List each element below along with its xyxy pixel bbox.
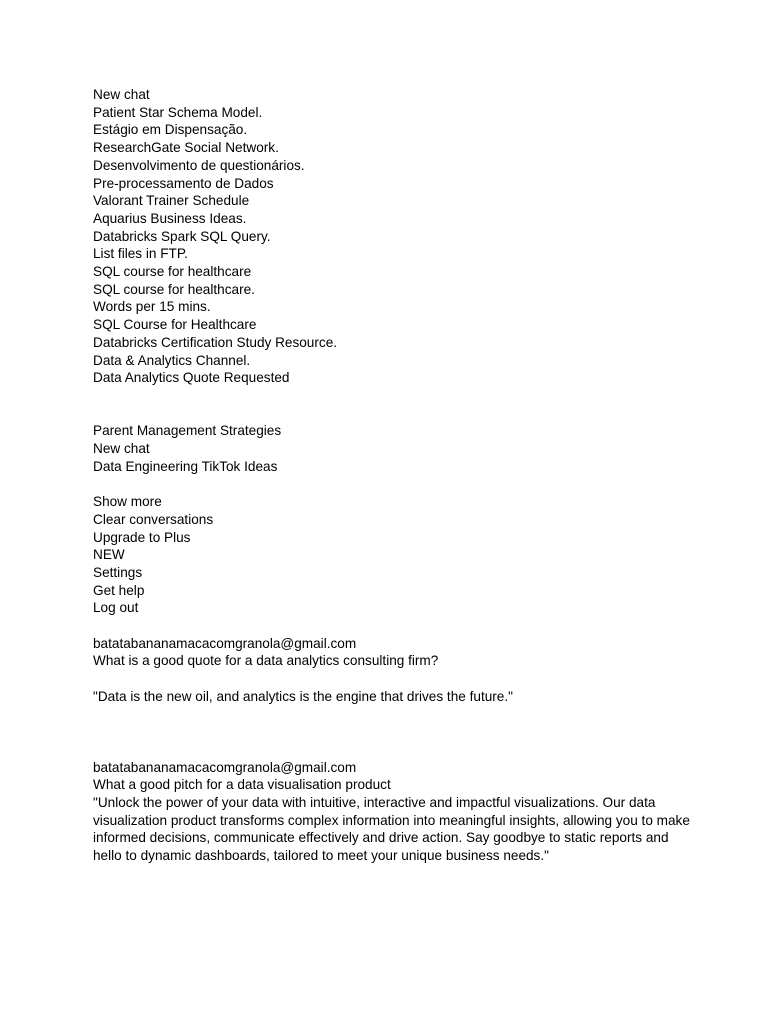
spacer bbox=[93, 670, 693, 688]
conversation-turn bbox=[93, 759, 693, 865]
history-item[interactable]: Parent Management Strategies bbox=[93, 423, 282, 439]
history-item[interactable]: SQL Course for Healthcare bbox=[93, 317, 257, 333]
spacer bbox=[93, 475, 693, 493]
history-item[interactable]: Databricks Spark SQL Query. bbox=[93, 228, 271, 244]
history-item[interactable]: SQL course for healthcare. bbox=[93, 281, 255, 297]
history-item-new-chat[interactable]: New chat bbox=[93, 441, 150, 457]
clear-conversations-button[interactable]: Clear conversations bbox=[93, 511, 214, 527]
history-item[interactable]: Valorant Trainer Schedule bbox=[93, 193, 250, 209]
assistant-answer: "Data is the new oil, and analytics is the engine that drives the future." bbox=[93, 688, 513, 704]
user-email: batatabananamacacomgranola@gmail.com bbox=[93, 635, 357, 651]
new-badge: NEW bbox=[93, 547, 125, 563]
history-item[interactable]: List files in FTP. bbox=[93, 246, 188, 262]
history-item[interactable]: Patient Star Schema Model. bbox=[93, 104, 263, 120]
history-item[interactable]: Estágio em Dispensação. bbox=[93, 122, 248, 138]
account-menu bbox=[93, 493, 693, 617]
history-item[interactable]: Data & Analytics Channel. bbox=[93, 352, 251, 368]
get-help-link[interactable]: Get help bbox=[93, 582, 145, 598]
upgrade-to-plus-button[interactable]: Upgrade to Plus bbox=[93, 529, 191, 545]
assistant-answer: "Unlock the power of your data with intuitive, interactive and impactful visualizations. Our data visualization product transforms complex information into meaningful insights, allowing you to make informed decisions, communicate effectively and drive action. Say goodbye to static reports and hello to dynamic dashboards, tailored to meet your unique business needs." bbox=[93, 795, 690, 864]
history-item[interactable]: Data Engineering TikTok Ideas bbox=[93, 458, 278, 474]
history-item[interactable]: Data Analytics Quote Requested bbox=[93, 370, 290, 386]
show-more-button[interactable]: Show more bbox=[93, 494, 162, 510]
log-out-button[interactable]: Log out bbox=[93, 600, 139, 616]
history-item[interactable]: SQL course for healthcare bbox=[93, 264, 252, 280]
user-email: batatabananamacacomgranola@gmail.com bbox=[93, 759, 357, 775]
history-item[interactable]: Pre-processamento de Dados bbox=[93, 175, 274, 191]
page-content bbox=[93, 86, 693, 865]
history-item[interactable]: Aquarius Business Ideas. bbox=[93, 210, 247, 226]
chat-history-list bbox=[93, 86, 693, 387]
history-item-new-chat[interactable]: New chat bbox=[93, 87, 150, 102]
history-item[interactable]: Desenvolvimento de questionários. bbox=[93, 157, 305, 173]
spacer bbox=[93, 387, 693, 422]
spacer bbox=[93, 617, 693, 635]
history-item[interactable]: Databricks Certification Study Resource. bbox=[93, 334, 338, 350]
spacer bbox=[93, 706, 693, 759]
history-item[interactable]: ResearchGate Social Network. bbox=[93, 140, 279, 156]
older-history-list bbox=[93, 422, 693, 475]
user-question: What is a good quote for a data analytics consulting firm? bbox=[93, 653, 439, 669]
settings-button[interactable]: Settings bbox=[93, 564, 143, 580]
history-item[interactable]: Words per 15 mins. bbox=[93, 299, 211, 315]
conversation-turn bbox=[93, 635, 693, 706]
user-question: What a good pitch for a data visualisation product bbox=[93, 777, 391, 793]
